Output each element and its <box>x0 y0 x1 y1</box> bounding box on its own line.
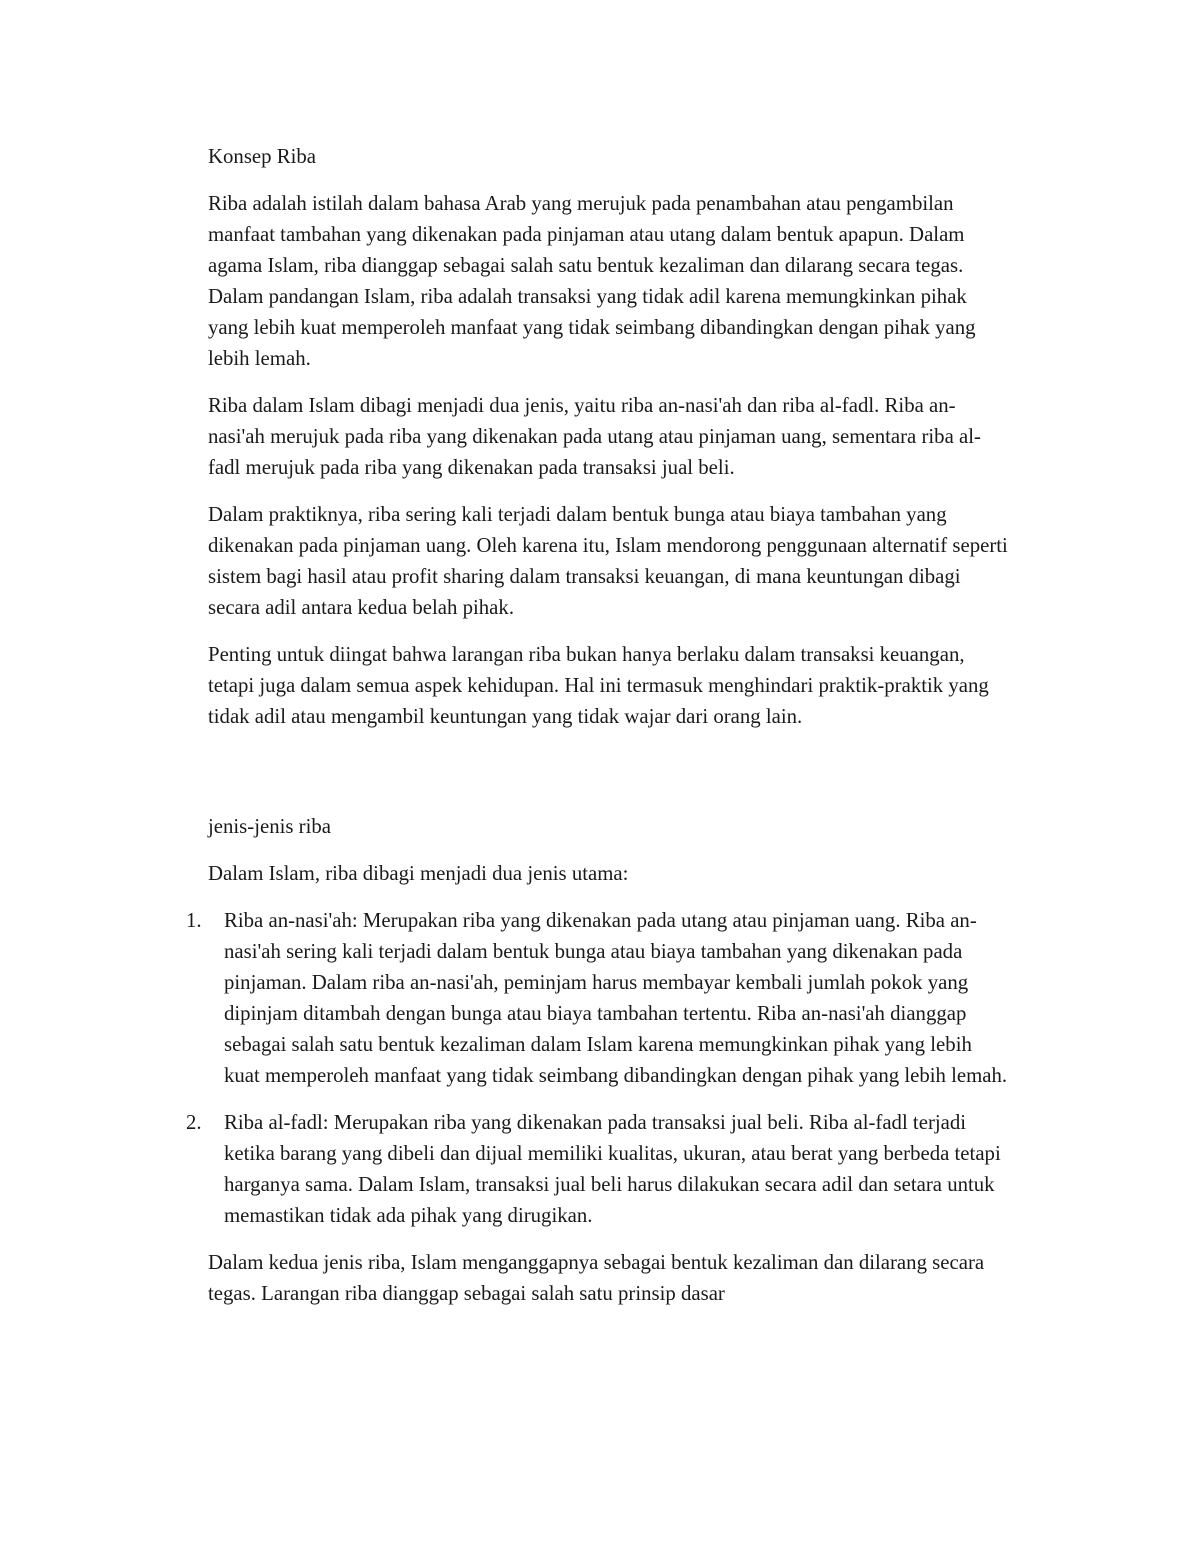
paragraph: Penting untuk diingat bahwa larangan riba bukan hanya berlaku dalam transaksi keuangan, tetapi juga dalam semua aspek kehidupan. Hal ini termasuk menghindari praktik-praktik yang tidak adil atau mengambil keuntungan yang tidak wajar dari orang lain. <box>208 643 989 728</box>
section-title-konsep-riba: Konsep Riba <box>208 145 317 168</box>
numbered-list <box>186 905 1008 1231</box>
list-item-text: Riba an-nasi'ah: Merupakan riba yang dikenakan pada utang atau pinjaman uang. Riba an-nasi'ah sering kali terjadi dalam bentuk bunga atau biaya tambahan yang dikenakan pada pinjaman. Dalam riba an-nasi'ah, peminjam harus membayar kembali jumlah pokok yang dipinjam ditambah dengan bunga atau biaya tambahan tertentu. Riba an-nasi'ah dianggap sebagai salah satu bentuk kezaliman dalam Islam karena memungkinkan pihak yang lebih kuat memperoleh manfaat yang tidak seimbang dibandingkan dengan pihak yang lebih lemah. <box>224 909 1008 1087</box>
list-item <box>186 1107 1008 1231</box>
list-intro: Dalam Islam, riba dibagi menjadi dua jenis utama: <box>208 862 629 885</box>
list-number: 1. <box>186 909 202 932</box>
paragraph: Riba dalam Islam dibagi menjadi dua jenis, yaitu riba an-nasi'ah dan riba al-fadl. Riba an-nasi'ah merujuk pada riba yang dikenakan pada utang atau pinjaman uang, sementara riba al-fadl merujuk pada riba yang dikenakan pada transaksi jual beli. <box>208 394 981 479</box>
section-title-jenis-riba: jenis-jenis riba <box>208 815 332 838</box>
document-body <box>186 141 1008 1325</box>
list-number: 2. <box>186 1111 202 1134</box>
paragraph: Dalam praktiknya, riba sering kali terjadi dalam bentuk bunga atau biaya tambahan yang dikenakan pada pinjaman uang. Oleh karena itu, Islam mendorong penggunaan alternatif seperti sistem bagi hasil atau profit sharing dalam transaksi keuangan, di mana keuntungan dibagi secara adil antara kedua belah pihak. <box>208 503 1008 619</box>
blank-space <box>208 748 1008 811</box>
list-item <box>186 905 1008 1091</box>
closing-paragraph: Dalam kedua jenis riba, Islam menganggapnya sebagai bentuk kezaliman dan dilarang secara tegas. Larangan riba dianggap sebagai salah satu prinsip dasar <box>208 1251 985 1305</box>
paragraph: Riba adalah istilah dalam bahasa Arab yang merujuk pada penambahan atau pengambilan manfaat tambahan yang dikenakan pada pinjaman atau utang dalam bentuk apapun. Dalam agama Islam, riba dianggap sebagai salah satu bentuk kezaliman dan dilarang secara tegas. Dalam pandangan Islam, riba adalah transaksi yang tidak adil karena memungkinkan pihak yang lebih kuat memperoleh manfaat yang tidak seimbang dibandingkan dengan pihak yang lebih lemah. <box>208 192 976 370</box>
list-item-text: Riba al-fadl: Merupakan riba yang dikenakan pada transaksi jual beli. Riba al-fadl terjadi ketika barang yang dibeli dan dijual memiliki kualitas, ukuran, atau berat yang berbeda tetapi harganya sama. Dalam Islam, transaksi jual beli harus dilakukan secara adil dan setara untuk memastikan tidak ada pihak yang dirugikan. <box>224 1111 1001 1227</box>
